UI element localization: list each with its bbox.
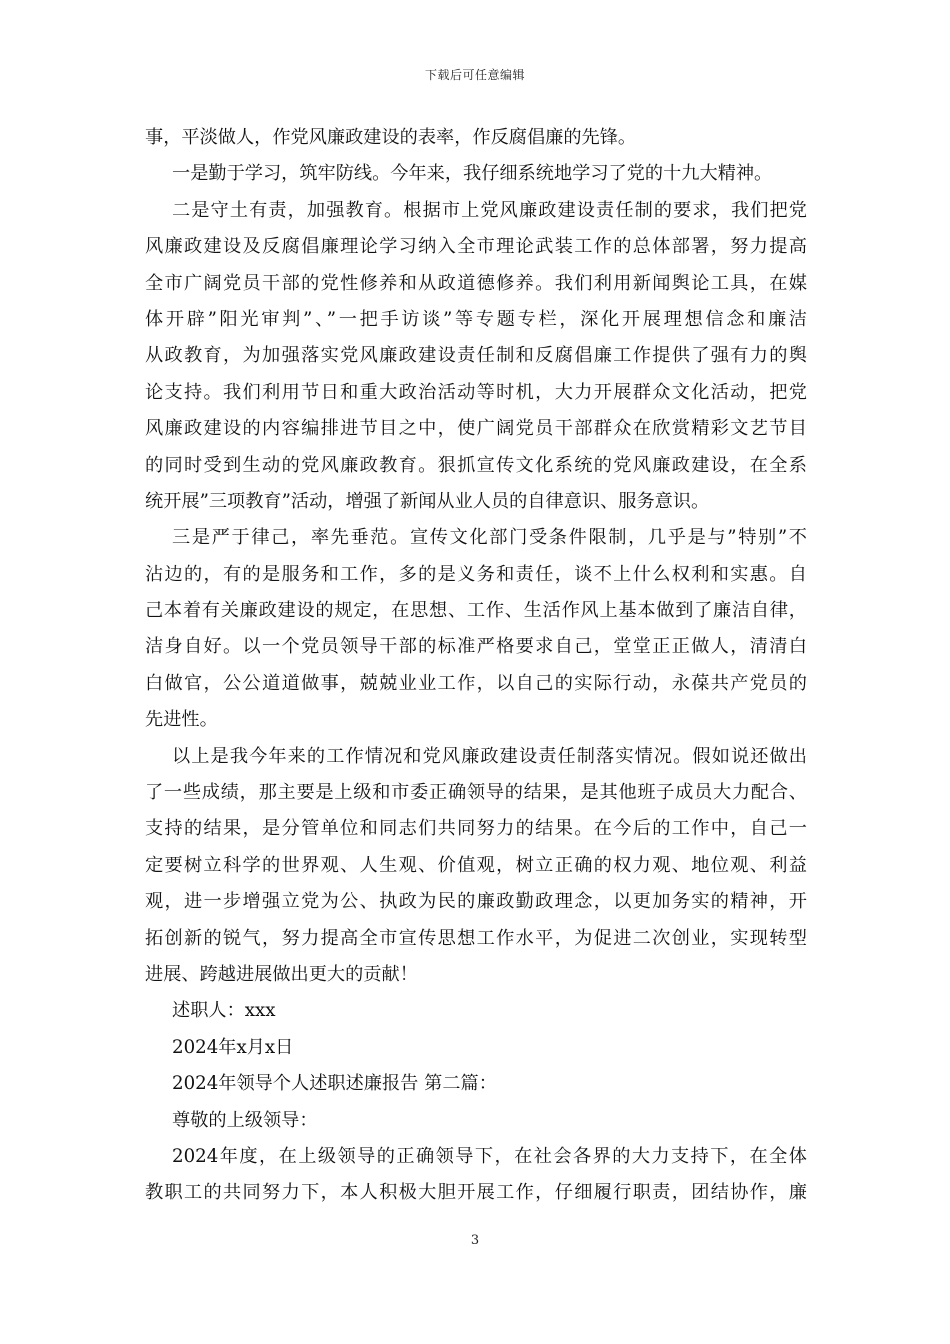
text-line: 二是守土有责，加强教育。根据市上党风廉政建设责任制的要求，我们把党: [172, 199, 807, 221]
text-line: 三是严于律己，率先垂范。宣传文化部门受条件限制，几乎是与”特别”不: [172, 527, 807, 549]
text-line: 统开展”三项教育”活动，增强了新闻从业人员的自律意识、服务意识。: [145, 490, 710, 512]
text-line: 拓创新的锐气，努力提高全市宣传思想工作水平，为促进二次创业，实现转型: [145, 927, 807, 949]
text-line: 一是勤于学习，筑牢防线。今年来，我仔细系统地学习了党的十九大精神。: [172, 163, 773, 185]
text-line: 以上是我今年来的工作情况和党风廉政建设责任制落实情况。假如说还做出: [172, 745, 807, 767]
text-line: 沾边的，有的是服务和工作，多的是义务和责任，谈不上什么权利和实惠。自: [145, 563, 807, 585]
text-line: 定要树立科学的世界观、人生观、价值观，树立正确的权力观、地位观、利益: [145, 854, 807, 876]
text-line: 述职人：xxx: [172, 1000, 276, 1022]
text-line: 洁身自好。以一个党员领导干部的标准严格要求自己，堂堂正正做人，清清白: [145, 636, 807, 658]
text-line: 体开辟”阳光审判”、”一把手访谈”等专题专栏，深化开展理想信念和廉洁: [145, 308, 807, 330]
text-line: 白做官，公公道道做事，兢兢业业工作，以自己的实际行动，永葆共产党员的: [145, 672, 807, 694]
text-line: 从政教育，为加强落实党风廉政建设责任制和反腐倡廉工作提供了强有力的舆: [145, 345, 807, 367]
text-line: 支持的结果，是分管单位和同志们共同努力的结果。在今后的工作中，自己一: [145, 818, 807, 840]
text-line: 进展、跨越进展做出更大的贡献！: [145, 963, 418, 985]
text-line: 教职工的共同努力下，本人积极大胆开展工作，仔细履行职责，团结协作，廉: [145, 1182, 807, 1204]
page-header: 下载后可任意编辑: [424, 68, 525, 82]
page-number: 3: [470, 1233, 480, 1248]
text-line: 的同时受到生动的党风廉政教育。狠抓宣传文化系统的党风廉政建设，在全系: [145, 454, 807, 476]
text-line: 风廉政建设及反腐倡廉理论学习纳入全市理论武装工作的总体部署，努力提高: [145, 236, 807, 258]
text-line: 2024年领导个人述职述廉报告 第二篇：: [172, 1073, 497, 1095]
text-line: 2024年x月x日: [172, 1036, 294, 1058]
text-line: 先进性。: [145, 709, 218, 731]
document-body: [145, 120, 807, 1212]
text-line: 己本着有关廉政建设的规定，在思想、工作、生活作风上基本做到了廉洁自律，: [145, 600, 807, 622]
text-line: 风廉政建设的内容编排进节目之中，使广阔党员干部群众在欣赏精彩文艺节目: [145, 418, 807, 440]
text-line: 2024年度，在上级领导的正确领导下，在社会各界的大力支持下，在全体: [172, 1145, 807, 1167]
text-line: 论支持。我们利用节日和重大政治活动等时机，大力开展群众文化活动，把党: [145, 381, 807, 403]
text-line: 了一些成绩，那主要是上级和市委正确领导的结果，是其他班子成员大力配合、: [145, 782, 807, 804]
text-line: 观，进一步增强立党为公、执政为民的廉政勤政理念，以更加务实的精神，开: [145, 891, 807, 913]
text-line: 事，平淡做人，作党风廉政建设的表率，作反腐倡廉的先锋。: [145, 127, 637, 148]
text-line: 尊敬的上级领导：: [172, 1109, 318, 1131]
text-line: 全市广阔党员干部的党性修养和从政道德修养。我们利用新闻舆论工具，在媒: [145, 272, 807, 294]
